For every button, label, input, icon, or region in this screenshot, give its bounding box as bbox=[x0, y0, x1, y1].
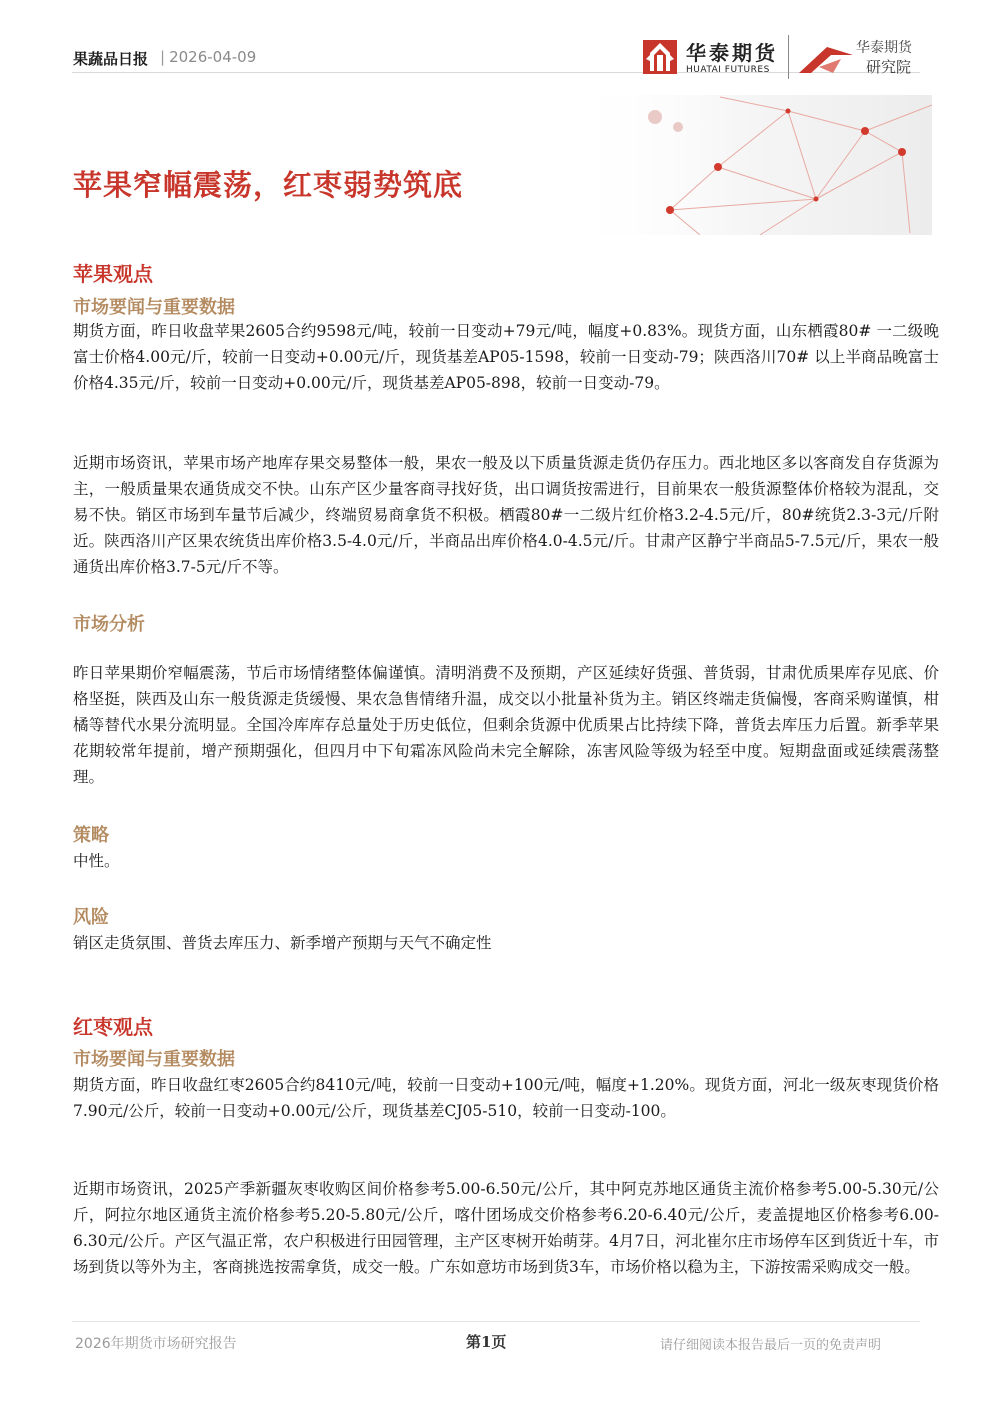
footer-divider bbox=[72, 1321, 920, 1322]
institute-logo-icon bbox=[797, 41, 855, 75]
institute-name-line2: 研究院 bbox=[866, 58, 912, 76]
page-title: 苹果窄幅震荡，红枣弱势筑底 bbox=[73, 168, 464, 202]
apple-strategy-heading: 策略 bbox=[73, 825, 109, 846]
huatai-logo-icon bbox=[642, 39, 678, 75]
apple-risk-text: 销区走货氛围、普货去库压力、新季增产预期与天气不确定性 bbox=[73, 934, 492, 952]
title-banner bbox=[0, 95, 992, 235]
apple-strategy-text: 中性。 bbox=[73, 852, 120, 870]
apple-market-news-heading: 市场要闻与重要数据 bbox=[73, 297, 235, 318]
institute-name-line1: 华泰期货 bbox=[856, 40, 912, 56]
apple-risk-heading: 风险 bbox=[73, 907, 109, 928]
header-separator: | bbox=[160, 48, 166, 66]
report-date bbox=[160, 48, 256, 66]
page-number: 第1页 bbox=[466, 1333, 507, 1351]
report-date-value: 2026-04-09 bbox=[169, 48, 257, 66]
logo-chinese-name: 华泰期货 bbox=[686, 41, 778, 65]
logo-divider bbox=[788, 35, 789, 79]
jujube-section-heading: 红枣观点 bbox=[73, 1015, 153, 1039]
apple-market-news-paragraph-2: 近期市场资讯，苹果市场产地库存果交易整体一般，果农一般及以下质量货源走货仍存压力。西北地区多以客商发自存货源为主，一般质量果农通货成交不快。山东产区少量客商寻找好货，出口调货按需进行，目前果农一般货源整体价格较为混乱，交易不快。销区市场到车量节后减少，终端贸易商拿货不积极。栖霞80#一二级片红价格3.2-4.5元/斤，80#统货2.3-3元/斤附近。陕西洛川产区果农统货出库价格3.5-4.0元/斤，半商品出库价格4.0-4.5元/斤。甘肃产区静宁半商品5-7.5元/斤，果农一般通货出库价格3.7-5元/斤不等。 bbox=[73, 454, 939, 576]
logo-english-name: HUATAI FUTURES bbox=[686, 65, 770, 75]
apple-market-news-paragraph-1: 期货方面，昨日收盘苹果2605合约9598元/吨，较前一日变动+79元/吨，幅度+0.83%。现货方面，山东栖霞80# 一二级晚富士价格4.00元/斤，较前一日变动+0.00元/斤，现货基差AP05-1598，较前一日变动-79；陕西洛川70# 以上半商品晚富士价格4.35元/斤，较前一日变动+0.00元/斤，现货基差AP05-898，较前一日变动-79。 bbox=[73, 322, 939, 392]
network-decoration-icon bbox=[560, 95, 932, 235]
company-logo bbox=[642, 35, 927, 81]
jujube-market-news-paragraph-1: 期货方面，昨日收盘红枣2605合约8410元/吨，较前一日变动+100元/吨，幅度+1.20%。现货方面，河北一级灰枣现货价格7.90元/公斤，较前一日变动+0.00元/公斤，现货基差CJ05-510，较前一日变动-100。 bbox=[73, 1076, 939, 1120]
jujube-market-news-paragraph-2: 近期市场资讯，2025产季新疆灰枣收购区间价格参考5.00-6.50元/公斤，其中阿克苏地区通货主流价格参考5.00-5.30元/公斤，阿拉尔地区通货主流价格参考5.20-5.80元/公斤，喀什团场成交价格参考6.20-6.40元/公斤，麦盖提地区价格参考6.00-6.30元/公斤。产区气温正常，农户积极进行田园管理，主产区枣树开始萌芽。4月7日，河北崔尔庄市场停车区到货近十车，市场到货以等外为主，客商挑选按需拿货，成交一般。广东如意坊市场到货3车，市场价格以稳为主，下游按需采购成交一般。 bbox=[73, 1180, 939, 1276]
jujube-market-news-heading: 市场要闻与重要数据 bbox=[73, 1049, 235, 1070]
disclaimer-note: 请仔细阅读本报告最后一页的免责声明 bbox=[660, 1338, 882, 1353]
report-type: 果蔬品日报 bbox=[73, 50, 149, 68]
report-header bbox=[0, 0, 992, 90]
apple-section-heading: 苹果观点 bbox=[73, 262, 153, 286]
apple-analysis-heading: 市场分析 bbox=[73, 614, 145, 635]
apple-analysis-paragraph: 昨日苹果期价窄幅震荡，节后市场情绪整体偏谨慎。清明消费不及预期，产区延续好货强、普货弱，甘肃优质果库存见底、价格坚挺，陕西及山东一般货源走货缓慢、果农急售情绪升温，成交以小批量补货为主。销区终端走货偏慢，客商采购谨慎，柑橘等替代水果分流明显。全国冷库库存总量处于历史低位，但剩余货源中优质果占比持续下降，普货去库压力后置。新季苹果花期较常年提前，增产预期强化，但四月中下旬霜冻风险尚未完全解除，冻害风险等级为轻至中度。短期盘面或延续震荡整理。 bbox=[73, 664, 939, 786]
footer-report-name: 2026年期货市场研究报告 bbox=[75, 1336, 237, 1352]
